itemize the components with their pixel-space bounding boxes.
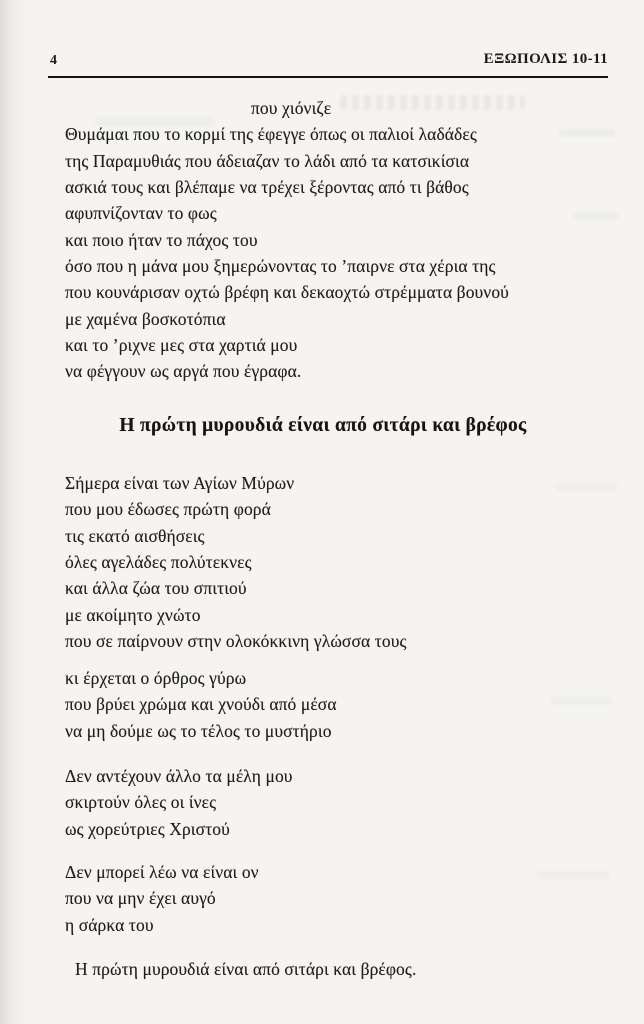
poem-line: Δεν αντέχουν άλλο τα μέλη μου	[65, 766, 293, 786]
poem-line: που σε παίρνουν στην ολοκόκκινη γλώσσα τους	[65, 631, 407, 652]
poem-line: κι έρχεται ο όρθρος γύρω	[65, 668, 247, 688]
poem-line: να μη δούμε ως το τέλος το μυστήριο	[65, 720, 332, 741]
poem-line: και ποιο ήταν το πάχος του	[65, 229, 258, 250]
poem-line: με ακοίμητο χνώτο	[65, 604, 201, 625]
journal-header: ΕΞΩΠΟΛΙΣ 10-11	[483, 51, 608, 67]
poem-line: Θυμάμαι που το κορμί της έφεγγε όπως οι παλιοί λαδάδες	[65, 124, 477, 145]
poem-line: να φέγγουν ως αργά που έγραφα.	[65, 361, 302, 382]
page-header	[48, 50, 608, 72]
poem-line: με χαμένα βοσκοτόπια	[65, 308, 226, 329]
scan-edge-shadow	[0, 0, 26, 1024]
page-number: 4	[50, 53, 57, 68]
poem-line: Σήμερα είναι των Αγίων Μύρων	[65, 473, 295, 493]
poem-stanza	[65, 470, 635, 654]
header-rule	[48, 76, 608, 78]
poem-line: ως χορεύτριες Χριστού	[65, 818, 230, 839]
poem-continuation-lines	[65, 121, 635, 384]
poem-line: που μου έδωσες πρώτη φορά	[65, 499, 271, 520]
poem-continuation	[65, 95, 635, 385]
poem-stanza	[65, 763, 635, 842]
poem-stanza	[65, 859, 635, 938]
poem-title: Η πρώτη μυρουδιά είναι από σιτάρι και βρέφος	[119, 415, 527, 436]
poem-line: σκιρτούν όλες οι ίνες	[65, 792, 217, 813]
poem-line: όλες αγελάδες πολύτεκνες	[65, 552, 252, 573]
poem-line: που κουνάρισαν οχτώ βρέφη και δεκαοχτώ στρέμματα βουνού	[65, 282, 509, 303]
poem-line: που βρύει χρώμα και χνούδι από μέσα	[65, 694, 337, 715]
poem-line: που να μην έχει αυγό	[65, 888, 216, 909]
poem-line: ασκιά τους και βλέπαμε να τρέχει ξέροντας από τι βάθος	[65, 177, 469, 198]
poem-line: και το ’ριχνε μες στα χαρτιά μου	[65, 335, 298, 356]
poem-line: Δεν μπορεί λέω να είναι ον	[65, 862, 259, 882]
poem-closing-line: Η πρώτη μυρουδιά είναι από σιτάρι και βρέφος.	[75, 959, 417, 979]
poem-line: τις εκατό αισθήσεις	[65, 525, 205, 546]
poem-line: όσο που η μάνα μου ξημερώνοντας το ’παιρνε στα χέρια της	[65, 256, 496, 277]
poem-line: και άλλα ζώα του σπιτιού	[65, 578, 247, 599]
poem-line: αφυπνίζονταν το φως	[65, 203, 217, 224]
poem-line: της Παραμυθιάς που άδειαζαν το λάδι από τα κατσικίσια	[65, 150, 470, 171]
poem-stanza	[65, 665, 635, 744]
poem-line: η σάρκα του	[65, 914, 154, 935]
poem-line: που χιόνιζε	[251, 98, 332, 118]
